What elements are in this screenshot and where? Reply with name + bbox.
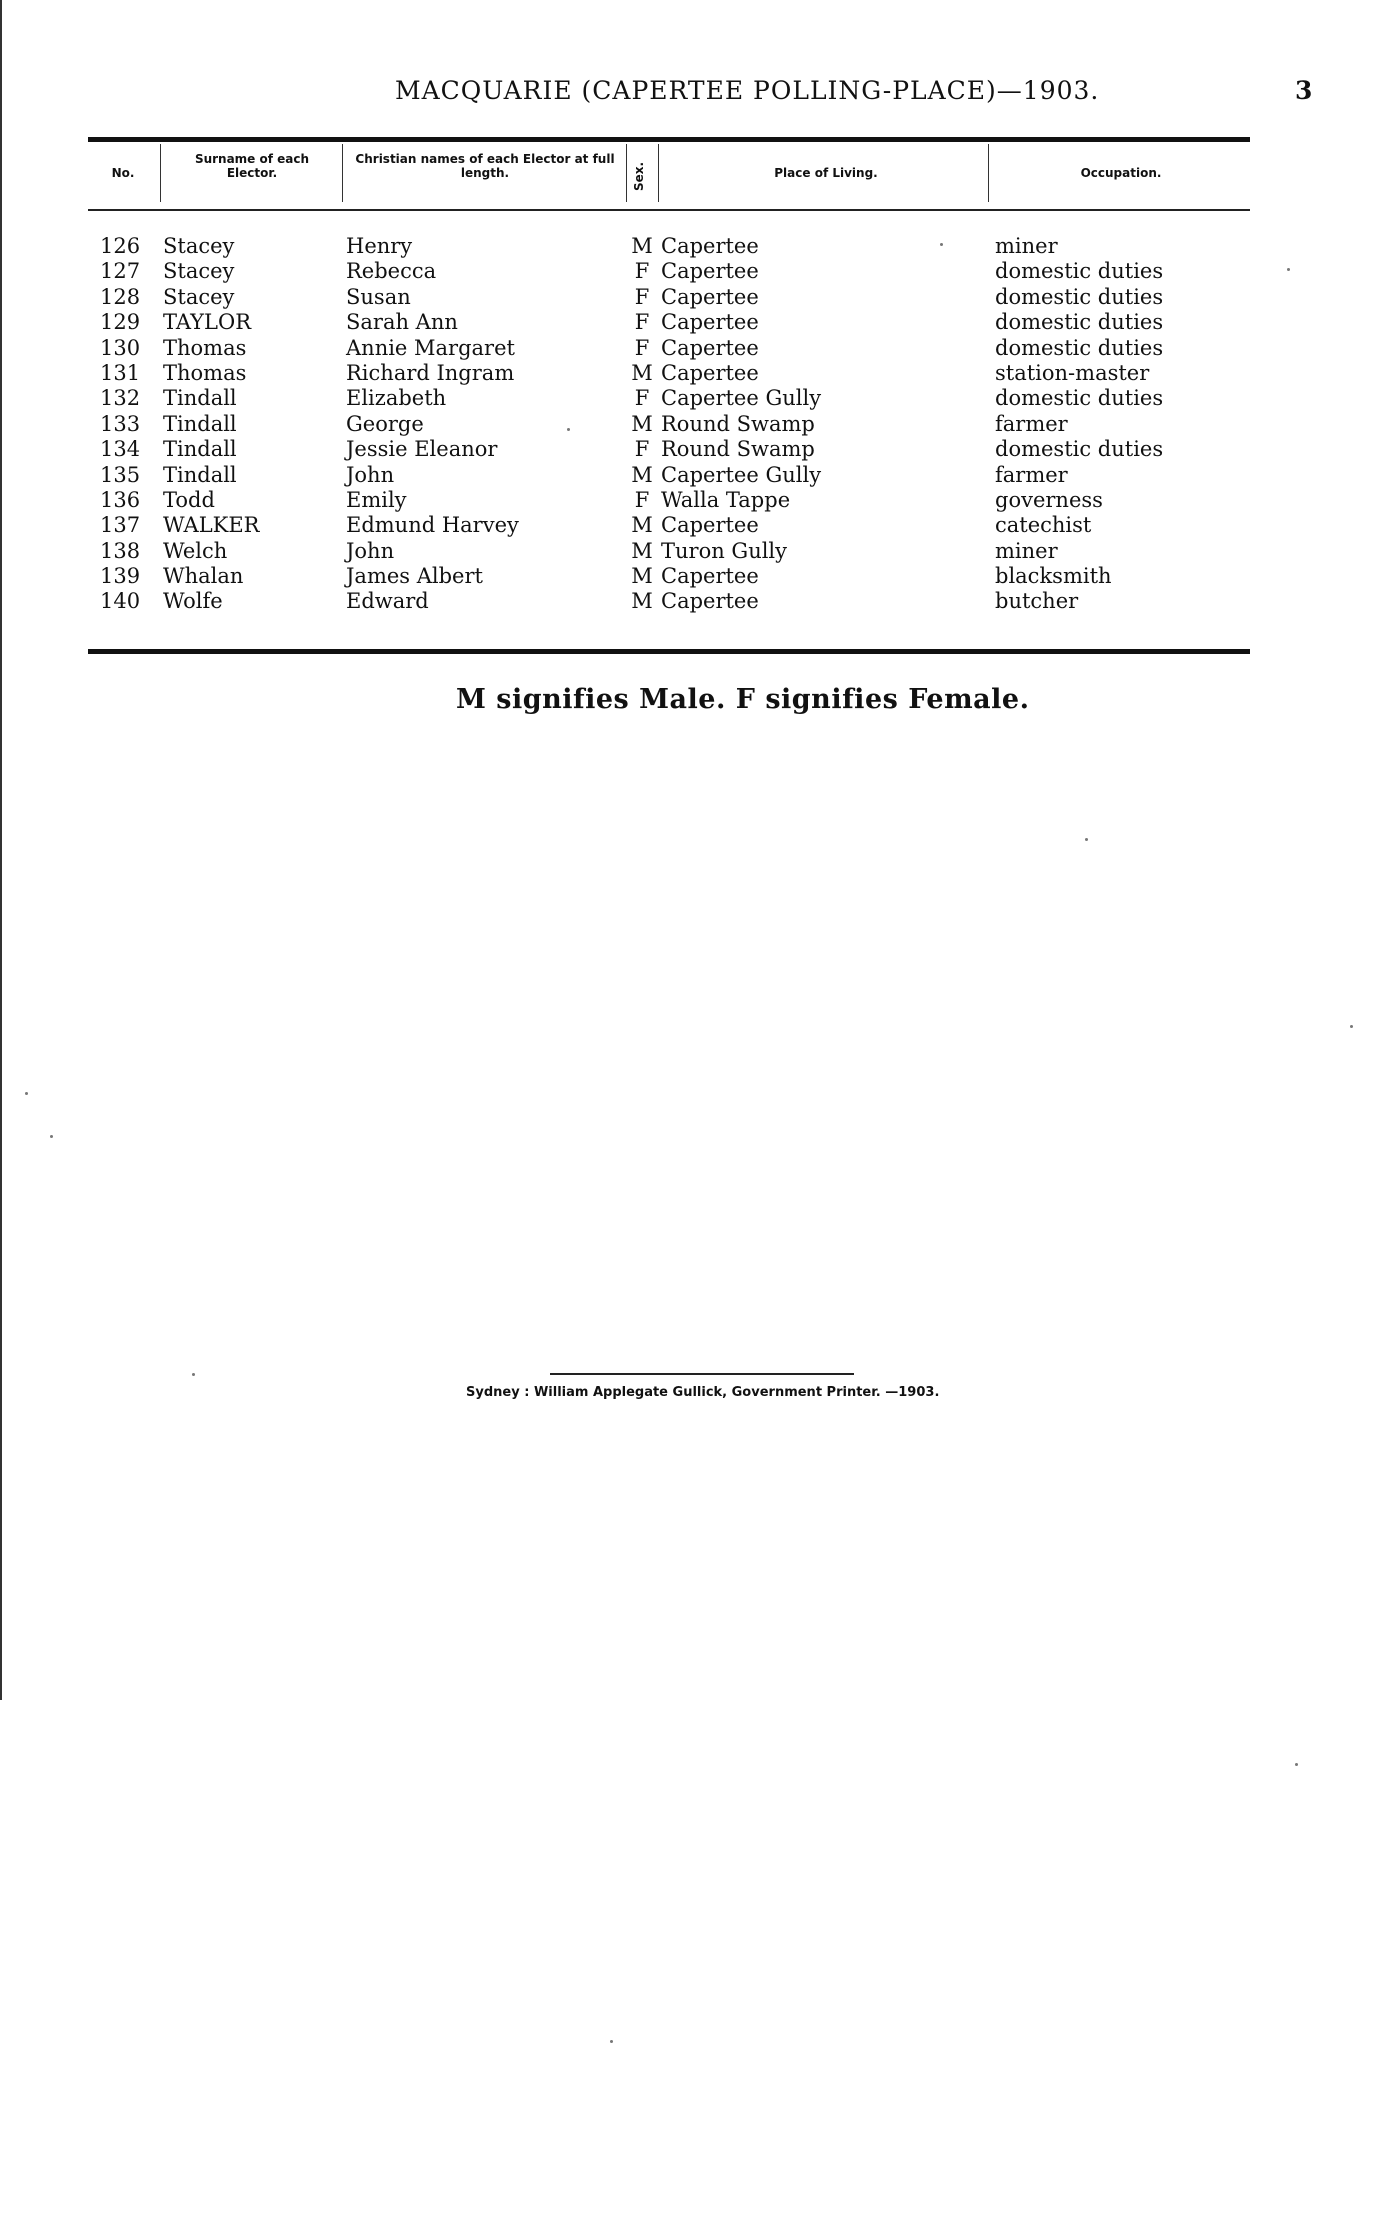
- elector-sex: F: [634, 259, 650, 284]
- elector-sex: M: [631, 564, 653, 589]
- table-row: [0, 539, 1382, 564]
- elector-number: 136: [100, 487, 141, 512]
- table-row: [0, 412, 1382, 437]
- column-header-christian-names: Christian names of each Elector at full length.: [355, 152, 615, 180]
- elector-number: 127: [100, 259, 141, 284]
- elector-christian-names: Rebecca: [346, 259, 437, 284]
- elector-number: 135: [100, 462, 141, 487]
- imprint-rule: [550, 1373, 854, 1375]
- elector-occupation: farmer: [995, 462, 1068, 487]
- column-header-place: Place of Living.: [774, 166, 878, 180]
- elector-number: 138: [100, 538, 141, 563]
- table-row: [0, 259, 1382, 284]
- elector-surname: Tindall: [163, 437, 237, 462]
- table-row: [0, 361, 1382, 386]
- elector-number: 137: [100, 513, 141, 538]
- elector-sex: F: [634, 487, 650, 512]
- elector-christian-names: Jessie Eleanor: [346, 437, 498, 462]
- page-number: 3: [1295, 76, 1313, 105]
- elector-sex: M: [631, 360, 653, 385]
- elector-occupation: catechist: [995, 513, 1092, 538]
- table-row: [0, 386, 1382, 411]
- speck: [1295, 1763, 1298, 1766]
- column-divider: [988, 144, 989, 202]
- speck: [940, 243, 943, 246]
- table-body: [0, 234, 1382, 615]
- column-divider: [658, 144, 659, 202]
- elector-occupation: blacksmith: [995, 564, 1112, 589]
- elector-sex: F: [634, 335, 650, 360]
- elector-number: 133: [100, 411, 141, 436]
- elector-place-of-living: Capertee: [661, 234, 759, 258]
- elector-number: 140: [100, 589, 141, 614]
- table-row: [0, 589, 1382, 614]
- elector-place-of-living: Capertee: [661, 259, 759, 284]
- speck: [192, 1373, 195, 1376]
- elector-surname: Thomas: [163, 360, 247, 385]
- elector-place-of-living: Capertee: [661, 284, 759, 309]
- elector-number: 130: [100, 335, 141, 360]
- elector-place-of-living: Round Swamp: [661, 411, 815, 436]
- elector-christian-names: Emily: [346, 487, 407, 512]
- elector-surname: TAYLOR: [163, 310, 252, 335]
- elector-surname: Tindall: [163, 462, 237, 487]
- elector-sex: F: [634, 437, 650, 462]
- table-row: [0, 285, 1382, 310]
- column-divider: [160, 144, 161, 202]
- elector-surname: Stacey: [163, 284, 235, 309]
- elector-surname: Whalan: [163, 564, 244, 589]
- table-row: [0, 234, 1382, 259]
- elector-place-of-living: Capertee: [661, 310, 759, 335]
- printer-imprint: Sydney : William Applegate Gullick, Government Printer. —1903.: [466, 1385, 940, 1400]
- elector-occupation: miner: [995, 234, 1058, 258]
- table-row: [0, 310, 1382, 335]
- elector-sex: F: [634, 310, 650, 335]
- elector-surname: Thomas: [163, 335, 247, 360]
- table-row: [0, 463, 1382, 488]
- table-header-rule: [88, 209, 1250, 211]
- elector-number: 132: [100, 386, 141, 411]
- elector-occupation: domestic duties: [995, 310, 1164, 335]
- table-row: [0, 437, 1382, 462]
- elector-occupation: domestic duties: [995, 259, 1164, 284]
- elector-sex: F: [634, 386, 650, 411]
- elector-occupation: domestic duties: [995, 335, 1164, 360]
- column-header-no: No.: [111, 166, 135, 180]
- speck: [50, 1135, 53, 1138]
- elector-surname: Stacey: [163, 234, 235, 258]
- elector-christian-names: Henry: [346, 234, 413, 258]
- elector-place-of-living: Capertee: [661, 564, 759, 589]
- table-bottom-rule: [88, 649, 1250, 654]
- column-header-surname: Surname of each Elector.: [194, 152, 310, 180]
- elector-christian-names: Annie Margaret: [346, 335, 515, 360]
- elector-number: 139: [100, 564, 141, 589]
- table-row: [0, 513, 1382, 538]
- elector-surname: Welch: [163, 538, 228, 563]
- column-header-occupation: Occupation.: [1080, 166, 1162, 180]
- elector-christian-names: John: [346, 462, 395, 487]
- elector-occupation: station-master: [995, 360, 1150, 385]
- table-row: [0, 488, 1382, 513]
- speck: [25, 1092, 28, 1095]
- sex-legend: M signifies Male. F signifies Female.: [456, 684, 1030, 715]
- elector-christian-names: George: [346, 411, 424, 436]
- elector-sex: M: [631, 589, 653, 614]
- elector-occupation: butcher: [995, 589, 1079, 614]
- elector-place-of-living: Round Swamp: [661, 437, 815, 462]
- elector-place-of-living: Capertee Gully: [661, 462, 822, 487]
- elector-surname: Tindall: [163, 411, 237, 436]
- elector-christian-names: James Albert: [346, 564, 483, 589]
- elector-christian-names: Susan: [346, 284, 411, 309]
- elector-christian-names: Edward: [346, 589, 429, 614]
- elector-surname: Tindall: [163, 386, 237, 411]
- elector-occupation: governess: [995, 487, 1103, 512]
- column-divider: [342, 144, 343, 202]
- elector-surname: Todd: [163, 487, 215, 512]
- elector-place-of-living: Walla Tappe: [661, 487, 791, 512]
- elector-surname: WALKER: [163, 513, 260, 538]
- table-top-rule: [88, 137, 1250, 142]
- table-row: [0, 336, 1382, 361]
- column-divider: [626, 144, 627, 202]
- elector-number: 131: [100, 360, 141, 385]
- elector-place-of-living: Capertee: [661, 335, 759, 360]
- elector-number: 128: [100, 284, 141, 309]
- elector-occupation: domestic duties: [995, 437, 1164, 462]
- elector-christian-names: Edmund Harvey: [346, 513, 519, 538]
- speck: [1085, 838, 1088, 841]
- elector-sex: M: [631, 538, 653, 563]
- elector-christian-names: Richard Ingram: [346, 360, 515, 385]
- elector-occupation: domestic duties: [995, 284, 1164, 309]
- elector-occupation: miner: [995, 538, 1058, 563]
- elector-place-of-living: Capertee: [661, 589, 759, 614]
- speck: [1287, 268, 1290, 271]
- elector-number: 126: [100, 234, 141, 258]
- page-title: MACQUARIE (CAPERTEE POLLING-PLACE)—1903.: [395, 76, 1100, 105]
- elector-place-of-living: Capertee: [661, 513, 759, 538]
- elector-number: 134: [100, 437, 141, 462]
- speck: [610, 2040, 613, 2043]
- column-header-sex: Sex.: [632, 161, 646, 191]
- speck: [1350, 1025, 1353, 1028]
- elector-sex: F: [634, 284, 650, 309]
- elector-surname: Wolfe: [163, 589, 223, 614]
- elector-place-of-living: Capertee: [661, 360, 759, 385]
- elector-sex: M: [631, 234, 653, 258]
- elector-sex: M: [631, 513, 653, 538]
- elector-occupation: domestic duties: [995, 386, 1164, 411]
- elector-christian-names: John: [346, 538, 395, 563]
- elector-place-of-living: Capertee Gully: [661, 386, 822, 411]
- elector-christian-names: Elizabeth: [346, 386, 447, 411]
- speck: [567, 428, 570, 431]
- elector-surname: Stacey: [163, 259, 235, 284]
- elector-sex: M: [631, 411, 653, 436]
- table-row: [0, 564, 1382, 589]
- elector-number: 129: [100, 310, 141, 335]
- elector-occupation: farmer: [995, 411, 1068, 436]
- elector-christian-names: Sarah Ann: [346, 310, 458, 335]
- elector-place-of-living: Turon Gully: [661, 538, 788, 563]
- elector-sex: M: [631, 462, 653, 487]
